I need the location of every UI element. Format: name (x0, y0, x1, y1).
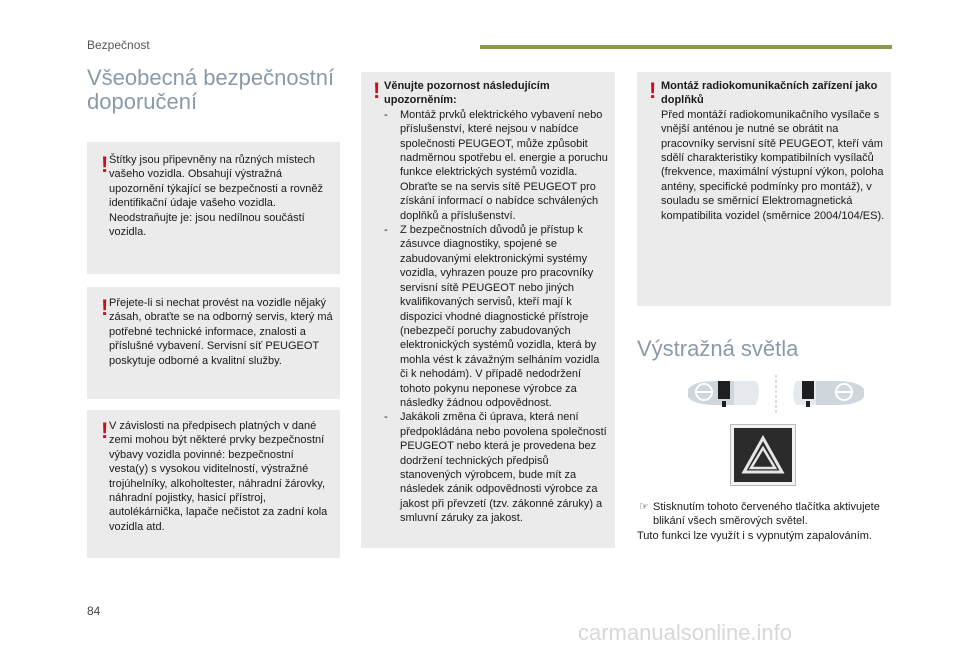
info-box-text: V závislosti na předpisech platných v dané zemi mohou být některé prvky bezpečnostní výbavy vozidla povinné: bezpečnostní vesta(y) s vysokou viditelností, výstražné trojúhelníky, alkoholtester, náhradní žárovky, náhradní pojistky, hasicí přístroj, autolékárnička, lapače nečistot za zadní kola vozidla atd. (109, 420, 328, 533)
radio-heading: Montáž radiokomunikačních zařízení jako doplňků (661, 80, 878, 107)
hazard-button-face (734, 428, 792, 482)
info-box-text: Štítky jsou připevněny na různých místech vašeho vozidla. Obsahují výstražná upozornění týkající se bezpečnosti a rovněž identifikační údaje vašeho vozidla. Neodstraňujte je: jsou nedílnou součástí vozidla. (109, 154, 324, 239)
warning-icon: ! (649, 78, 657, 103)
watermark: carmanualsonline.info (578, 620, 793, 645)
list-item (384, 410, 608, 525)
radio-text: Před montáží radiokomunikačního vysílače s vnější anténou je nutné se obrátit na pracovníky servisní sítě PEUGEOT, kteří vám sdělí charakteristiky kompatibilních vysílačů (frekvence, maximální výstupní výkon, poloha antény, specifické podmínky pro montáž), v souladu se směrnicí Elektromagnetická kompatibilita vozidel (směrnice 2004/104/ES). (661, 108, 885, 222)
info-box-service (87, 287, 340, 399)
info-box-text: Přejete-li si nechat provést na vozidle nějaký zásah, obraťte se na odborný servis, který má potřebné technické informace, znalosti a příslušné vybavení. Servisní síť PEUGEOT poskytuje odborné a kvalitní služby. (109, 297, 333, 367)
info-box-radio (637, 72, 891, 306)
warning-icon: ! (101, 295, 109, 320)
warning-icon: ! (373, 78, 381, 103)
info-box-warnings (361, 72, 615, 548)
radio-content (661, 79, 887, 223)
info-box-labels (87, 142, 340, 274)
list-dash: - (384, 411, 388, 424)
warning-lights-title: Výstražná světla (637, 336, 799, 361)
warnings-list (384, 108, 608, 526)
hazard-triangle-icon (734, 428, 792, 482)
warning-lights-description (637, 500, 897, 543)
dashboard-illustration (686, 375, 866, 415)
bullet-item (637, 500, 897, 529)
section-rule (480, 45, 892, 49)
left-dashboard-icon (688, 381, 759, 407)
list-item (384, 108, 608, 223)
list-dash: - (384, 224, 388, 237)
page-title: Všeobecná bezpečnostní doporučení (87, 65, 335, 114)
list-item-text: Montáž prvků elektrického vybavení nebo příslušenství, které nejsou v nabídce společnosti PEUGEOT, může způsobit nadměrnou spotřebu el. energie a poruchu funkce elektrických systémů vozidla. Obraťte se na servis sítě PEUGEOT pro získání informací o nabídce schválených doplňků a příslušenství. (400, 108, 608, 222)
warning-icon: ! (101, 152, 109, 177)
hazard-button (730, 424, 796, 486)
info-box-equipment (87, 410, 340, 558)
bullet-text: Stisknutím tohoto červeného tlačítka aktivujete blikání všech směrových světel. (653, 501, 880, 528)
pointing-hand-icon: ☞ (639, 501, 649, 513)
warnings-heading: Věnujte pozornost následujícím upozorněním: (384, 80, 550, 107)
page-number: 84 (87, 604, 101, 618)
list-dash: - (384, 108, 388, 121)
section-label: Bezpečnost (87, 38, 150, 52)
list-item (384, 223, 608, 410)
list-item-text: Z bezpečnostních důvodů je přístup k zásuvce diagnostiky, spojené se zabudovanými elektronickými systémy vozidla, vyhrazen pouze pro pracovníky servisní sítě PEUGEOT nebo jiných kvalifikovaných servisů, kteří mají k dispozici vhodné diagnostické přístroje (nebezpečí poruchy zabudovaných elektronických systémů vozidla, která by mohla vést k závažným selháním vozidla či k nehodám). V případě nedodržení tohoto pokynu neponese výrobce za následky žádnou odpovědnost. (400, 224, 600, 409)
list-item-text: Jakákoli změna či úprava, která není předpokládána nebo povolena společností PEUGEOT nebo která je provedena bez dodržení technických předpisů stanovených výrobcem, bude mít za následek zánik odpovědnosti výrobce za jakost při převzetí (tzv. zákonné záruky) a smluvní záruky za jakost. (400, 411, 607, 525)
warning-icon: ! (101, 418, 109, 443)
right-dashboard-icon (793, 381, 864, 407)
warnings-content (384, 79, 608, 526)
note-text: Tuto funkci lze využít i s vypnutým zapalováním. (637, 529, 872, 542)
